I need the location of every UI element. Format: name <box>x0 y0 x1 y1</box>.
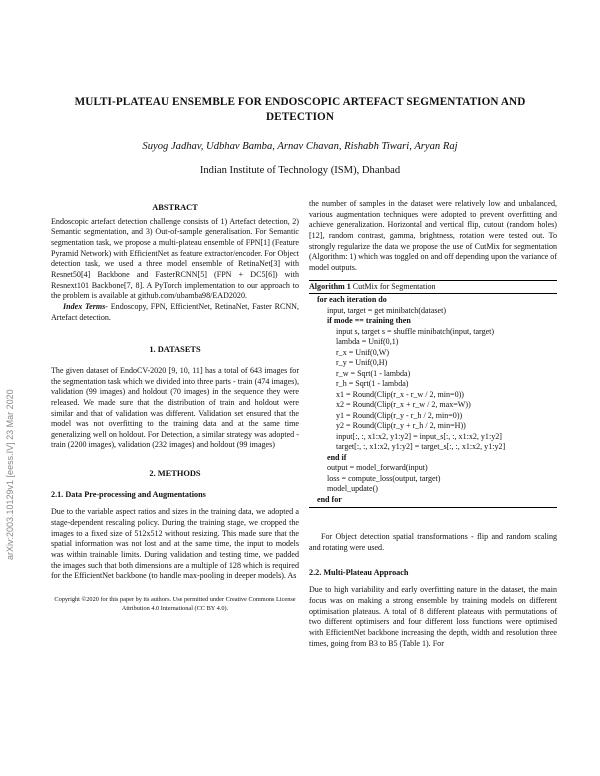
index-terms-label: Index Terms- <box>63 301 108 311</box>
algo-line: x1 = Round(Clip(r_x - r_w / 2, min=0)) <box>336 389 464 399</box>
subsection-2-2-heading: 2.2. Multi-Plateau Approach <box>309 567 409 577</box>
abstract-text: Endoscopic artefact detection challenge consists of 1) Artefact detection, 2) Semantic segmentation, and 3) Out-of-sample generalisation. For Semantic segmentation task, we propose a multi-plateau ensemble of FPN[1] (Feature Pyramid Network) with EfficientNet as feature extractor/encoder. For Object detection task, we used a three model ensemble of RetinaNet[3] with Resnet50[4] Backbone and FasterRCNN[5] (FPN + DC5[6]) with Resnext101 Backbone[7, 8]. A PyTorch implementation to our approach to the problem is available at github.com/ubamba98/EAD2020. <box>51 216 299 301</box>
section-1-heading: 1. DATASETS <box>149 345 201 355</box>
algorithm-caption <box>309 281 557 295</box>
index-terms <box>51 302 299 323</box>
detection-aug-text: For Object detection spatial transformations - flip and random scaling and rotating were used. <box>309 532 557 552</box>
algo-line: end if <box>327 452 347 462</box>
paper-title <box>40 95 560 125</box>
subsection-2-1-text: Due to the variable aspect ratios and sizes in the training data, we adopted a stage-dependent rescaling policy. During the training stage, we cropped the images to a fixed size of 512x512 without resizing. This made sure that the spatial information was not lost and at the same time, the input to models was within trainable limits. During validation and testing time, we padded the images such that both dimensions are a multiple of 128 which is required for the EfficientNet backbone (to handle max-pooling in deeper models). As <box>51 507 299 581</box>
algo-line: y1 = Round(Clip(r_y - r_h / 2, min=0)) <box>336 410 463 420</box>
algo-line: y2 = Round(Clip(r_y + r_h / 2, min=H)) <box>336 421 466 431</box>
algorithm-caption-text: CutMix for Segmentation <box>350 281 436 291</box>
authors: Suyog Jadhav, Udbhav Bamba, Arnav Chavan, Rishabh Tiwari, Aryan Raj <box>142 141 458 152</box>
index-terms-list: Endoscopy, FPN, EfficientNet, RetinaNet, Faster RCNN, Artefact detection. <box>51 301 299 322</box>
algo-line: end for <box>317 494 342 504</box>
algo-line: for each iteration do <box>317 295 387 305</box>
algo-line: input s, target s = shuffle minibatch(input, target) <box>336 326 495 336</box>
arxiv-stamp: arXiv:2003.10129v1 [eess.IV] 23 Mar 2020 <box>5 389 15 560</box>
left-column <box>51 203 299 613</box>
subsection-2-1-heading: 2.1. Data Pre-processing and Augmentations <box>51 489 206 499</box>
algo-line: loss = compute_loss(output, target) <box>327 473 441 483</box>
algo-line: r_x = Unif(0,W) <box>336 347 390 357</box>
algo-line: output = model_forward(input) <box>327 463 428 473</box>
algo-line: input, target = get minibatch(dataset) <box>327 305 447 315</box>
affiliation: Indian Institute of Technology (ISM), Dhanbad <box>199 165 401 176</box>
copyright-note: Copyright ©2020 for this paper by its authors. Use permitted under Creative Commons License Attribution 4.0 International (CC BY 4.0). <box>54 596 296 612</box>
algo-line: input[:, :, x1:x2, y1:y2] = input_s[:, :, x1:x2, y1:y2] <box>336 431 502 441</box>
algo-line: if mode == training then <box>327 316 411 326</box>
algo-line: r_w = Sqrt(1 - lambda) <box>336 368 411 378</box>
algo-line: r_y = Unif(0,H) <box>336 358 388 368</box>
algorithm-box <box>309 280 557 509</box>
algo-line: target[:, :, x1:x2, y1:y2] = target_s[:, :, x1:x2, y1:y2] <box>336 442 506 452</box>
algo-line: lambda = Unif(0,1) <box>336 337 399 347</box>
abstract-heading: ABSTRACT <box>152 203 198 212</box>
subsection-2-2-text: Due to high variability and early overfitting nature in the dataset, the main focus was on making a strong ensemble by training models on different optimisation plateaus. A total of 8 different plateaus with permutations of two different optimisers and four different loss functions were optimised with EfficientNet backbone increasing the depth, width and resolution three times, going from B3 to B5 (Table 1). For <box>309 585 557 648</box>
algorithm-label: Algorithm 1 <box>309 281 351 291</box>
algo-line: x2 = Round(Clip(r_x + r_w / 2, max=W)) <box>336 400 471 410</box>
title-line-1: MULTI-PLATEAU ENSEMBLE FOR ENDOSCOPIC ARTEFACT SEGMENTATION AND <box>74 96 526 108</box>
augmentation-text: the number of samples in the dataset were relatively low and unbalanced, various augmentation techniques were adopted to prevent overfitting and achieve generalization. Horizontal and vertical flip, cutout (random holes)[12], random contrast, gamma, brightness, rotation were tested out. To strongly regularize the data we propose the use of CutMix for segmentation (Algorithm: 1) which was toggled on and off depending upon the variance of model outputs. <box>309 199 557 272</box>
right-column <box>309 199 557 649</box>
section-1-text: The given dataset of EndoCV-2020 [9, 10, 11] has a total of 643 images for the segmentation task which we divided into three parts - train (474 images), validation (99 images) and holdout (70 images) in the sequence they were released. We made sure that the distribution of train and holdout were similar and that of validation was different. Validation set ensured that the model was not overfitting to the training data and at the same time generalizing well on holdout. For Detection, a similar strategy was adopted - train (2200 images), validation (232 images) and holdout (99 images) <box>51 365 299 450</box>
title-line-2: DETECTION <box>265 111 335 123</box>
algo-line: r_h = Sqrt(1 - lambda) <box>336 379 409 389</box>
section-2-heading: 2. METHODS <box>149 469 201 479</box>
algo-line: model_update() <box>327 484 378 494</box>
